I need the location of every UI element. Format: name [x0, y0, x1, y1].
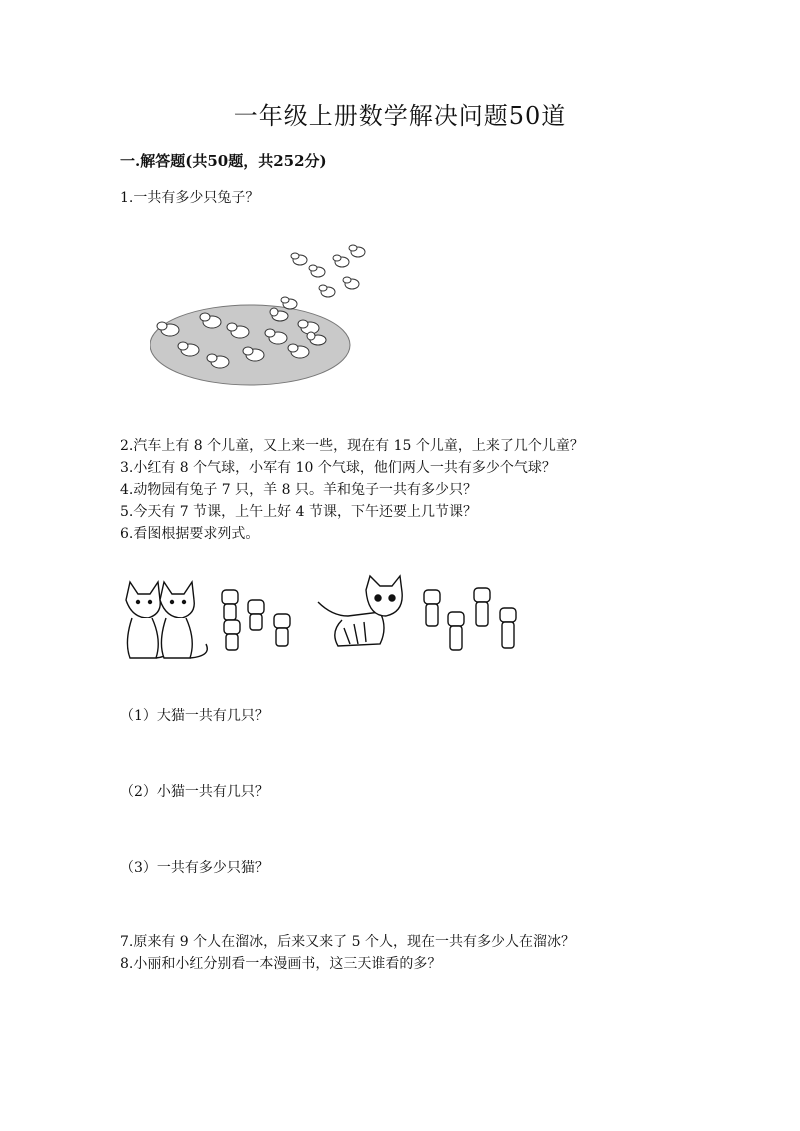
question-5: 5.今天有 7 节课，上午上好 4 节课，下午还要上几节课？ — [120, 504, 477, 520]
question-4: 4.动物园有兔子 7 只，羊 8 只。羊和兔子一共有多少只？ — [120, 482, 477, 498]
rabbits-illustration — [150, 240, 370, 390]
rabbit-group-flying — [281, 245, 365, 309]
question-2: 2.汽车上有 8 个儿童，又上来一些，现在有 15 个儿童，上来了几个儿童？ — [120, 438, 584, 454]
question-8: 8.小丽和小红分别看一本漫画书，这三天谁看的多？ — [120, 956, 442, 972]
walking-cat — [318, 576, 402, 646]
question-6-1: （1）大猫一共有几只？ — [120, 708, 269, 724]
question-6: 6.看图根据要求列式。 — [120, 526, 260, 542]
small-cats-group-2 — [424, 588, 516, 650]
section-heading: 一.解答题(共50题，共252分) — [120, 152, 327, 170]
big-cats — [126, 582, 207, 658]
question-6-3: （3）一共有多少只猫？ — [120, 860, 269, 876]
small-cats-group-1 — [222, 590, 290, 650]
question-7: 7.原来有 9 个人在溜冰，后来又来了 5 个人，现在一共有多少人在溜冰？ — [120, 934, 575, 950]
question-3: 3.小红有 8 个气球，小军有 10 个气球，他们两人一共有多少个气球？ — [120, 460, 556, 476]
question-6-2: （2）小猫一共有几只？ — [120, 784, 269, 800]
question-1: 1.一共有多少只兔子？ — [120, 190, 260, 206]
cats-illustration — [118, 572, 528, 664]
page-title: 一年级上册数学解决问题50道 — [233, 102, 567, 130]
